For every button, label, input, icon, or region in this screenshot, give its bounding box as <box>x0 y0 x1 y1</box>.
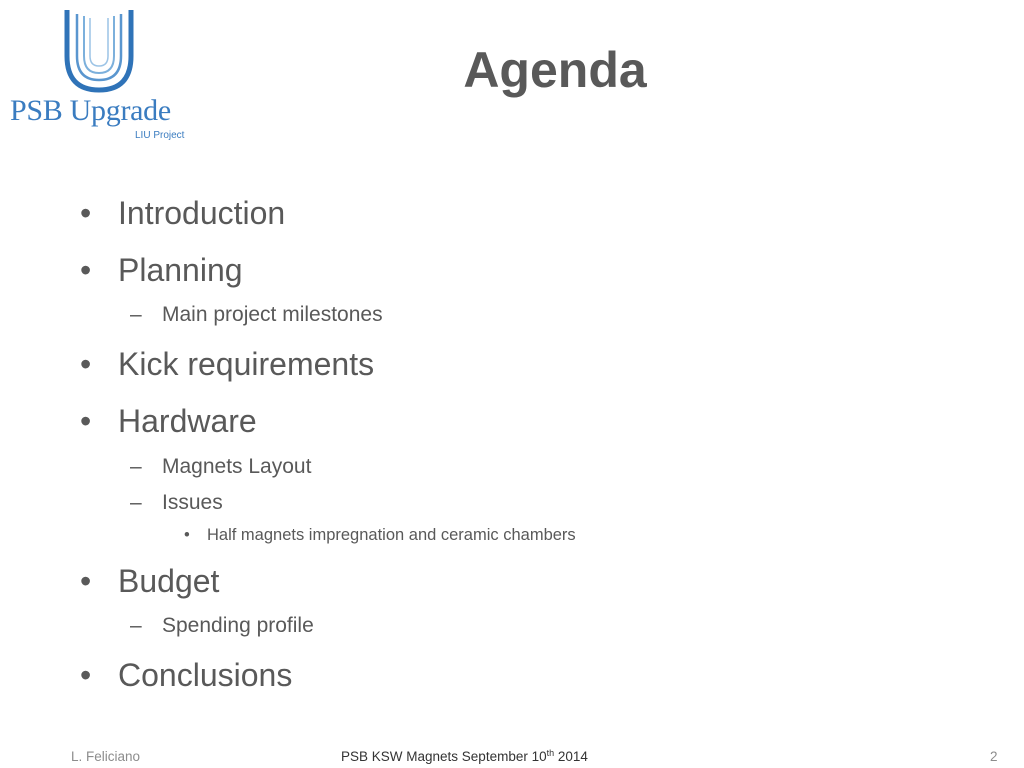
agenda-item-label: Kick requirements <box>118 346 375 382</box>
footer-event-text: PSB KSW Magnets September 10 <box>341 749 547 764</box>
page-number: 2 <box>990 749 998 764</box>
bullet-marker: • <box>184 526 190 544</box>
footer-event-superscript: th <box>546 748 555 758</box>
agenda-subitem-label: Spending profile <box>162 614 314 637</box>
agenda-item-label: Introduction <box>118 195 286 231</box>
footer-author: L. Feliciano <box>71 749 141 764</box>
bullet-marker: • <box>80 195 92 231</box>
agenda-item-label: Budget <box>118 563 220 599</box>
bullet-marker: • <box>80 563 92 599</box>
logo-subtitle: LIU Project <box>135 130 185 141</box>
agenda-item-label: Hardware <box>118 403 257 439</box>
bullet-marker: • <box>80 403 92 439</box>
dash-marker: – <box>130 491 142 514</box>
agenda-subitem-label: Main project milestones <box>162 303 383 326</box>
bullet-marker: • <box>80 346 92 382</box>
agenda-subitem-label: Magnets Layout <box>162 455 312 478</box>
agenda-subsubitem-label: Half magnets impregnation and ceramic chambers <box>207 526 576 544</box>
agenda-item-label: Planning <box>118 252 243 288</box>
dash-marker: – <box>130 455 142 478</box>
agenda-item-label: Conclusions <box>118 657 293 693</box>
slide-title: Agenda <box>463 42 647 98</box>
dash-marker: – <box>130 614 142 637</box>
bullet-marker: • <box>80 657 92 693</box>
dash-marker: – <box>130 303 142 326</box>
bullet-marker: • <box>80 252 92 288</box>
footer-event-year: 2014 <box>554 749 588 764</box>
logo-name: PSB Upgrade <box>10 94 171 127</box>
footer-event <box>341 748 588 766</box>
agenda-subitem-label: Issues <box>162 491 223 514</box>
